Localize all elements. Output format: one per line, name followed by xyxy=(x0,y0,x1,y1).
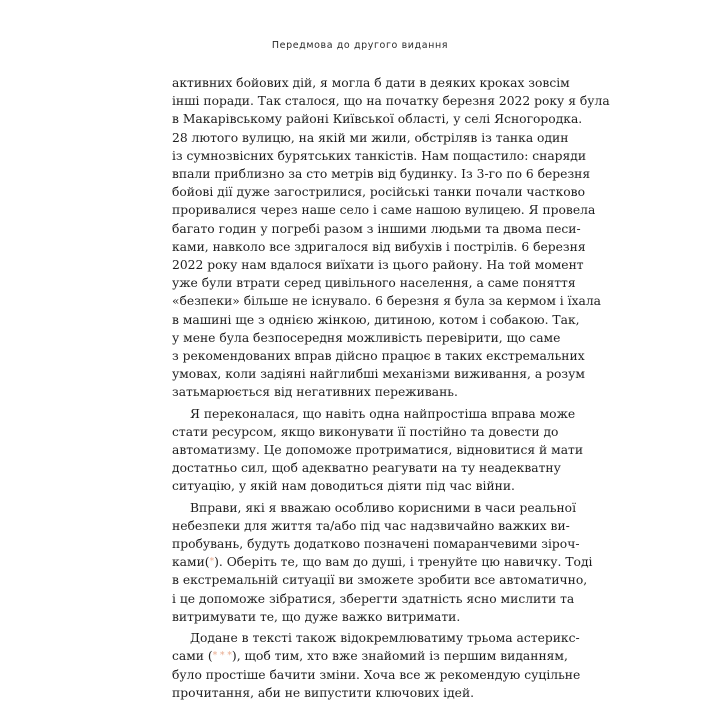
paragraph-2 xyxy=(172,405,584,496)
text-line: у мене була безпосередня можливість перевірити, що саме xyxy=(172,330,561,345)
text-line: затьмарюється від негативних переживань. xyxy=(172,385,458,400)
text-fragment: сами ( xyxy=(172,649,213,664)
orange-star-icon: * xyxy=(209,557,215,568)
text-line: в екстремальній ситуації ви зможете зробити все автоматично, xyxy=(172,573,588,588)
text-line: автоматизму. Це допоможе протриматися, відновитися й мати xyxy=(172,443,584,458)
text-line: багато годин у погребі разом з іншими людьми та двома песи- xyxy=(172,221,581,236)
paragraph-1 xyxy=(172,74,610,402)
text-line: впали приблизно за сто метрів від будинку. Із 3-го по 6 березня xyxy=(172,167,591,182)
text-line: пробувань, будуть додатково позначені помаранчевими зіроч- xyxy=(172,537,580,552)
text-line: умовах, коли задіяні найглибші механізми виживання, а розум xyxy=(172,367,585,382)
text-fragment: ), щоб тим, хто вже знайомий із першим виданням, xyxy=(231,649,568,664)
text-line: Додане в тексті також відокремлюватиму трьома астерикс- xyxy=(190,631,580,646)
triple-asterisk-icon: * * * xyxy=(212,651,232,662)
text-line: прочитання, аби не випустити ключових ідей. xyxy=(172,685,475,700)
text-line: «безпеки» більше не існувало. 6 березня я була за кермом і їхала xyxy=(172,294,601,309)
body-text xyxy=(172,74,610,705)
text-line: ками, навколо все здригалося від вибухів і пострілів. 6 березня xyxy=(172,239,586,254)
text-line: достатньо сил, щоб адекватно реагувати на ту неадекватну xyxy=(172,461,561,476)
text-line: Я переконалася, що навіть одна найпростіша вправа може xyxy=(190,406,576,421)
text-line: уже були втрати серед цивільного населення, а саме поняття xyxy=(172,276,576,291)
text-line: в машині ще з однією жінкою, дитиною, котом і собакою. Так, xyxy=(172,312,580,327)
text-line-with-star xyxy=(172,553,593,571)
text-line-with-asterisks xyxy=(172,647,568,665)
running-head: Передмова до другого видання xyxy=(271,40,449,51)
text-line: витримувати те, що дуже важко витримати. xyxy=(172,609,461,624)
text-line: активних бойових дій, я могла б дати в деяких кроках зовсім xyxy=(172,76,570,90)
text-line: в Макарівському районі Київської області, у селі Ясногородка. xyxy=(172,112,583,127)
text-line: ситуацію, у якій нам доводиться діяти під час війни. xyxy=(172,479,515,494)
text-line: 28 лютого вулицю, на якій ми жили, обстріляв із танка один xyxy=(172,130,569,145)
text-line: і це допоможе зібратися, зберегти здатність ясно мислити та xyxy=(172,591,575,606)
text-line: було простіше бачити зміни. Хоча все ж рекомендую суцільне xyxy=(172,667,581,682)
text-line: Вправи, які я вважаю особливо корисними в часи реальної xyxy=(190,500,577,515)
text-fragment: ). Оберіть те, що вам до душі, і тренуйте цю навичку. Тоді xyxy=(214,555,593,570)
paragraph-4 xyxy=(172,629,581,702)
paragraph-3 xyxy=(172,499,593,626)
text-line: бойові дії дуже загострилися, російські танки почали частково xyxy=(172,185,585,200)
text-line: з рекомендованих вправ дійсно працює в таких екстремальних xyxy=(172,349,585,364)
text-line: інші поради. Так сталося, що на початку березня 2022 року я була xyxy=(172,94,610,109)
text-line: 2022 року нам вдалося виїхати із цього району. На той момент xyxy=(172,258,584,273)
text-fragment: ками( xyxy=(172,555,210,570)
text-line: із сумнозвісних бурятських танкістів. Нам пощастило: снаряди xyxy=(172,148,587,163)
text-line: небезпеки для життя та/або під час надзвичайно важких ви- xyxy=(172,518,570,533)
text-line: проривалися через наше село і саме нашою вулицею. Я провела xyxy=(172,203,596,218)
text-line: стати ресурсом, якщо виконувати її постійно та довести до xyxy=(172,424,559,439)
